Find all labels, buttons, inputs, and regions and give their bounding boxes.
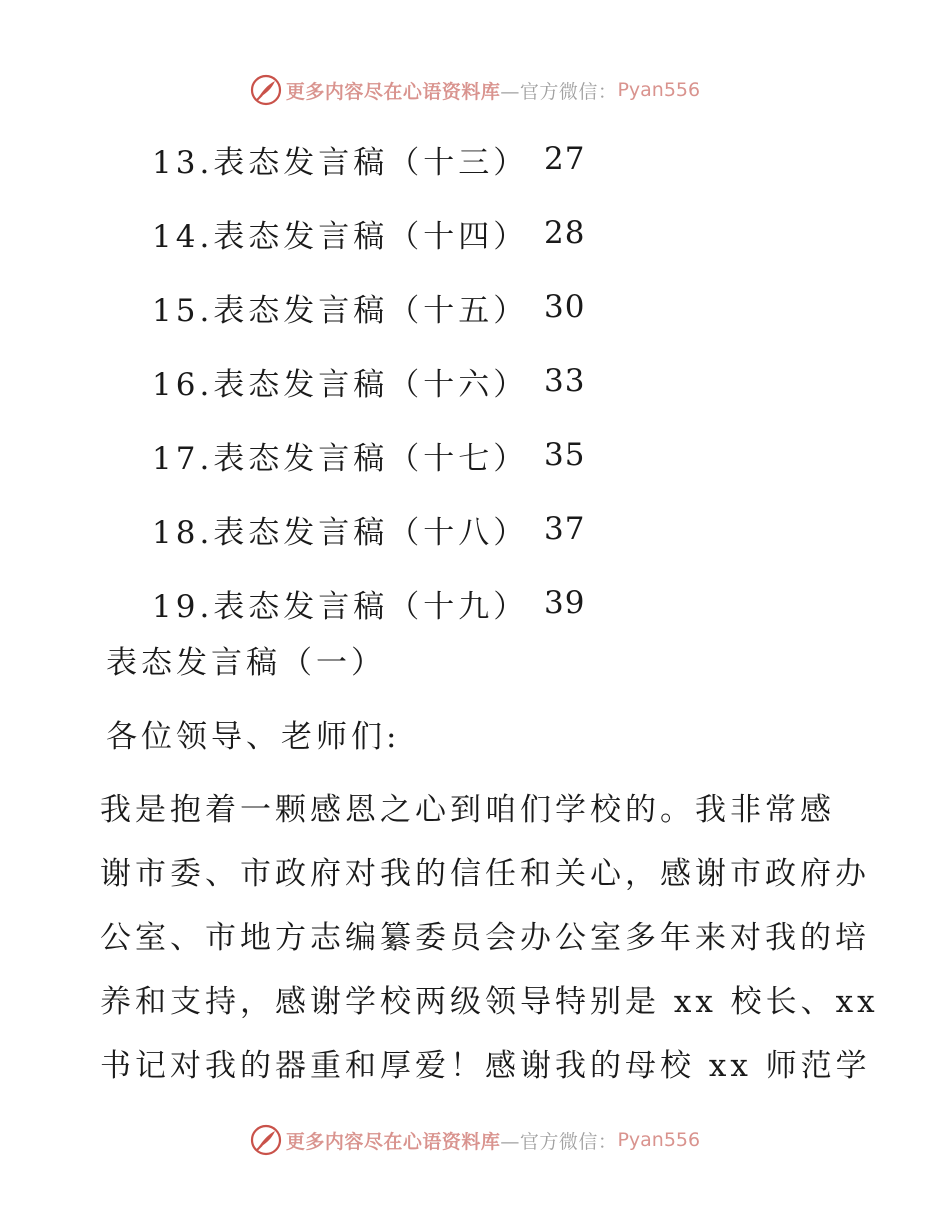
- paragraph-line: 我是抱着一颗感恩之心到咱们学校的。我非常感: [100, 792, 835, 828]
- toc-entry-title: 14.表态发言稿（十四）: [152, 218, 529, 255]
- toc-entry-title: 17.表态发言稿（十七）: [152, 440, 529, 477]
- article-heading: 表态发言稿（一）: [106, 645, 386, 681]
- toc-entry-title: 13.表态发言稿（十三）: [152, 144, 529, 181]
- toc-entry[interactable]: [152, 566, 585, 640]
- header-banner: [0, 70, 950, 110]
- table-of-contents: [152, 122, 585, 640]
- toc-entry-page: 39: [544, 585, 586, 621]
- banner-wechat-label: —官方微信：: [500, 1130, 618, 1153]
- toc-entry-page: 28: [544, 215, 586, 251]
- toc-entry-page: 27: [544, 141, 586, 177]
- toc-entry[interactable]: [152, 344, 585, 418]
- paragraph-line: 养和支持，感谢学校两级领导特别是 xx 校长、xx: [100, 984, 879, 1020]
- banner-wechat-id: Pyan556: [617, 79, 701, 101]
- banner-brand-text: 更多内容尽在心语资料库: [285, 80, 501, 103]
- banner-wechat-label: —官方微信：: [500, 80, 618, 103]
- feather-quill-icon: [250, 1124, 282, 1156]
- toc-entry-page: 37: [544, 511, 586, 547]
- toc-entry-page: 35: [544, 437, 586, 473]
- feather-quill-icon: [250, 74, 282, 106]
- footer-banner: [0, 1120, 950, 1160]
- toc-entry-title: 19.表态发言稿（十九）: [152, 588, 529, 625]
- toc-entry-title: 16.表态发言稿（十六）: [152, 366, 529, 403]
- banner-wechat-id: Pyan556: [617, 1129, 701, 1151]
- paragraph-line: 公室、市地方志编纂委员会办公室多年来对我的培: [100, 920, 870, 956]
- toc-entry-page: 30: [544, 289, 586, 325]
- article-paragraph: [100, 778, 879, 1098]
- toc-entry[interactable]: [152, 418, 585, 492]
- toc-entry[interactable]: [152, 122, 585, 196]
- toc-entry[interactable]: [152, 196, 585, 270]
- toc-entry[interactable]: [152, 492, 585, 566]
- toc-entry[interactable]: [152, 270, 585, 344]
- article-header: [104, 630, 864, 770]
- toc-entry-page: 33: [544, 363, 586, 399]
- banner-brand-text: 更多内容尽在心语资料库: [285, 1130, 501, 1153]
- paragraph-line: 谢市委、市政府对我的信任和关心，感谢市政府办: [100, 856, 870, 892]
- toc-entry-title: 18.表态发言稿（十八）: [152, 514, 529, 551]
- toc-entry-title: 15.表态发言稿（十五）: [152, 292, 529, 329]
- article-salutation: 各位领导、老师们:: [106, 719, 401, 755]
- paragraph-line: 书记对我的器重和厚爱！感谢我的母校 xx 师范学: [100, 1048, 871, 1084]
